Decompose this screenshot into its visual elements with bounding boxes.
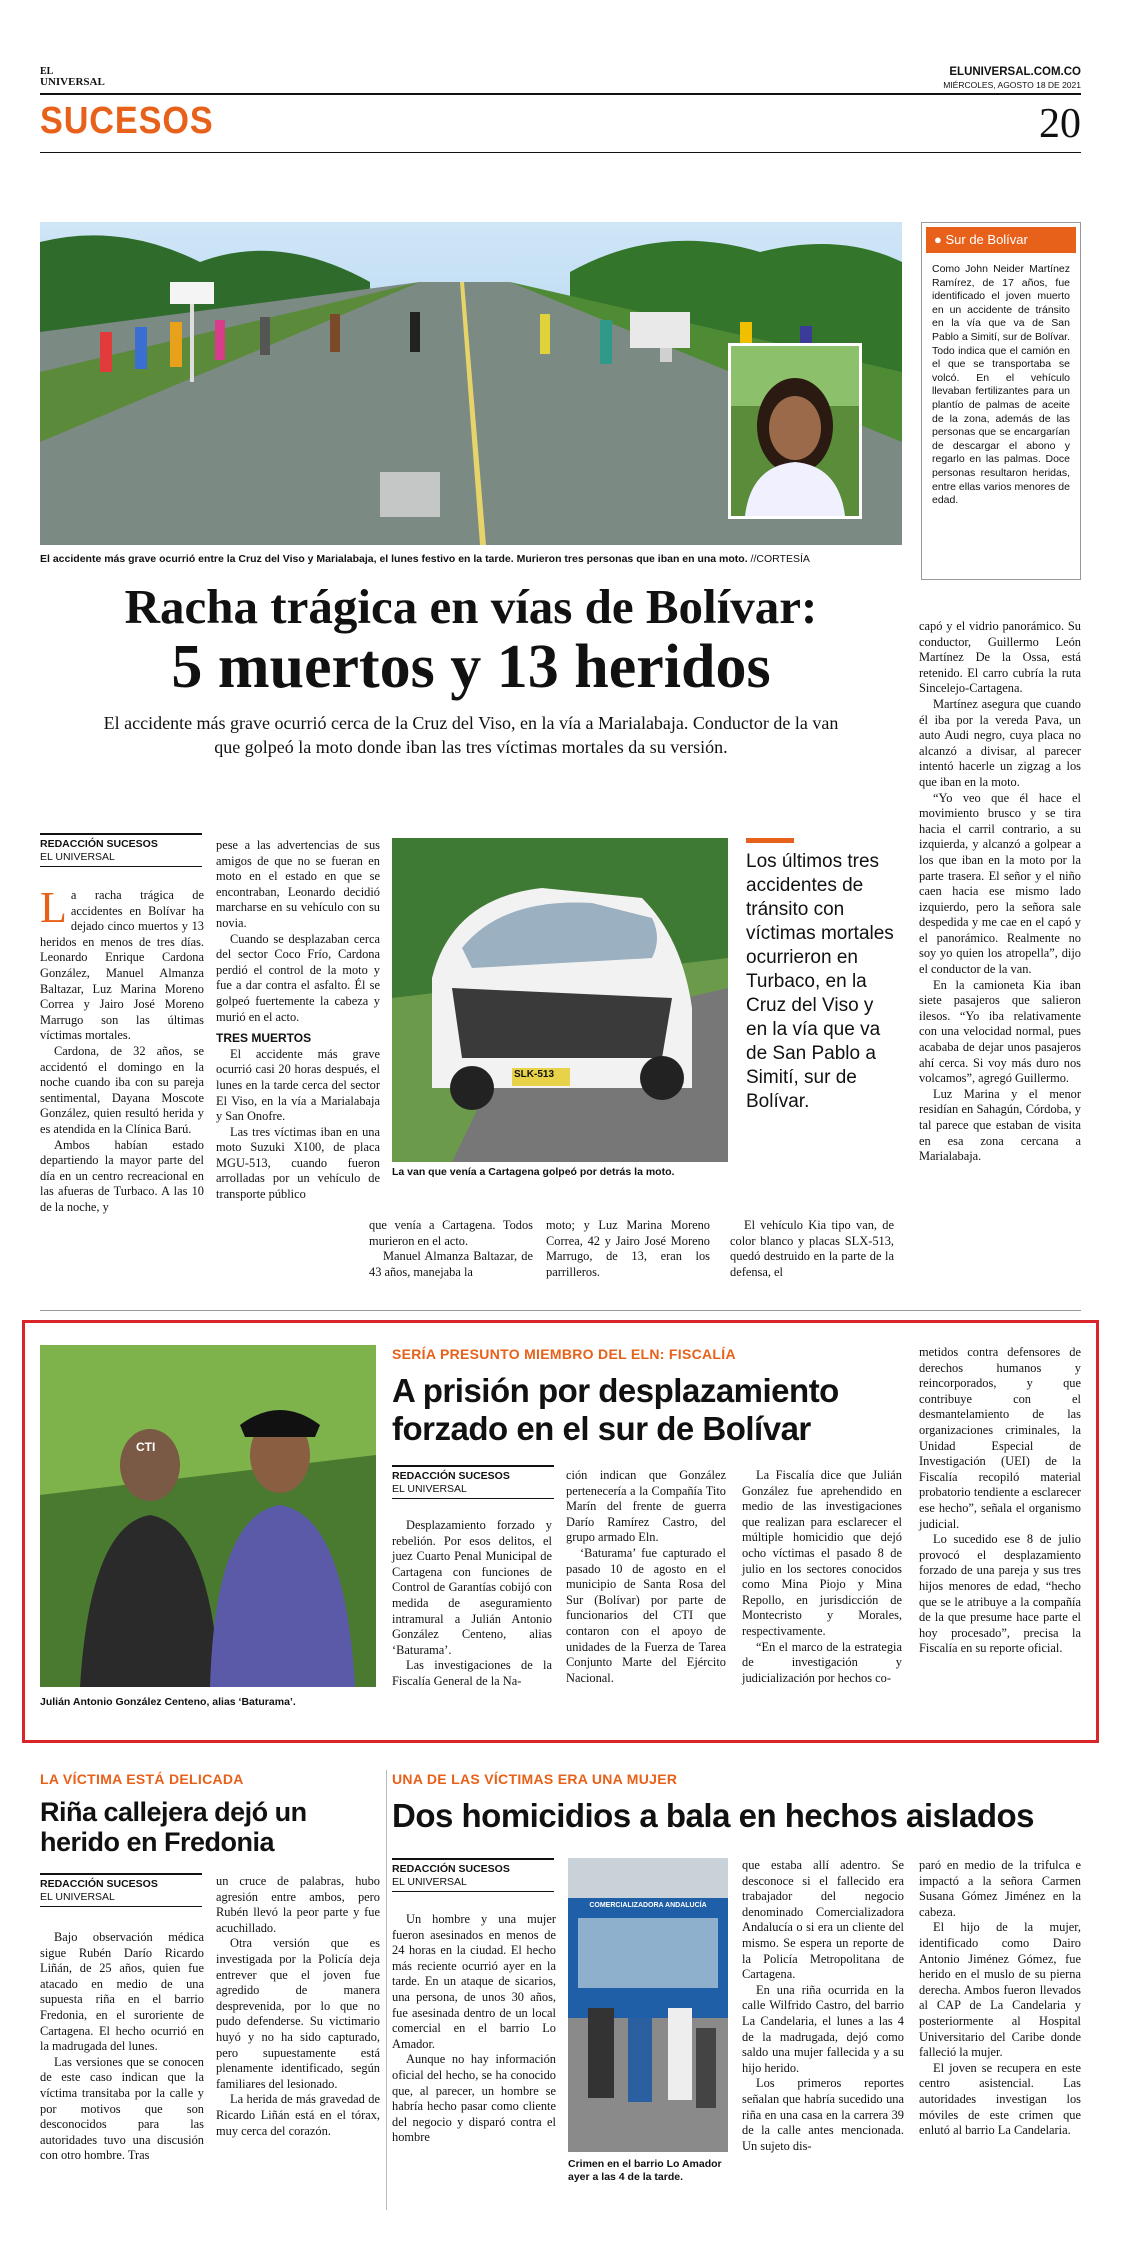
section-rule <box>40 152 1081 153</box>
dot-icon: ● <box>934 232 942 247</box>
van-photo-caption: La van que venía a Cartagena golpeó por detrás la moto. <box>392 1166 675 1178</box>
lead-headline-2: 5 muertos y 13 heridos <box>171 633 771 701</box>
byline-author: REDACCIÓN SUCESOS <box>40 1878 158 1890</box>
lead-col3-p1: que venía a Cartagena. Todos murieron en el acto. <box>369 1218 533 1248</box>
page-number: 20 <box>1039 101 1081 147</box>
lead-column-3 <box>369 1218 533 1280</box>
sidebar-box <box>921 222 1081 580</box>
arrest-photo <box>40 1345 376 1687</box>
fredonia-col2-p3: La herida de más gravedad de Ricardo Liñán está en el tórax, muy cerca del corazón. <box>216 2092 380 2138</box>
section-divider <box>40 1310 1081 1311</box>
subhead-tres-muertos: TRES MUERTOS <box>216 1031 312 1046</box>
homicidios-col4-p1: paró en medio de la trifulca e impactó a la señora Carmen Susana Gómez Jiménez en la cabeza. <box>919 1858 1081 1919</box>
lead-headline-1: Racha trágica en vías de Bolívar: <box>124 579 818 634</box>
arrest-image <box>40 1345 376 1687</box>
fredonia-col1-p2: Las versiones que se conocen de este caso indican que la víctima transitaba por la calle y por motivos que son desconocidos para las autoridades tuvo una discusión con otro hombre. Tras <box>40 2054 204 2163</box>
lead-col2-p3: El accidente más grave ocurrió casi 20 horas después, el lunes en la tarde cerca del sector El Viso, en la vía a Marialabaja y San Onofre. <box>216 1046 380 1124</box>
byline-author: REDACCIÓN SUCESOS <box>392 1863 510 1875</box>
fredonia-headline-line-1: Riña callejera dejó un <box>40 1797 307 1827</box>
pullquote-rule <box>746 838 794 843</box>
masthead <box>40 66 1081 96</box>
byline-outlet: EL UNIVERSAL <box>40 1891 115 1903</box>
crime-photo-caption: Crimen en el barrio Lo Amador ayer a las 4 de la tarde. <box>568 2158 722 2183</box>
eln-col3-p1: La Fiscalía dice que Julián González fue aprehendido en medio de las investigaciones que realizan para esclarecer el múltiple homicidio que dejó ocho víctimas el pasado 8 de julio en los sectores conocidos como Mina Piojo y Mina Repollo, en jurisdicción de Montecristo y Morales, respectivamente. <box>742 1468 902 1638</box>
homicidios-column-4 <box>919 1858 1081 2139</box>
masthead-rule <box>40 93 1081 95</box>
eln-headline-line-1: A prisión por desplazamiento <box>392 1372 839 1409</box>
homicidios-col3-p1: que estaba allí adentro. Se desconoce si el fallecido era trabajador del negocio denominado Comercializadora Andalucía o si era un cliente del mismo. Se espera un reporte de la Policía Metropolitana de Cartagena. <box>742 1858 904 1982</box>
victim-portrait-photo <box>728 343 862 519</box>
fredonia-col2-p2: Otra versión que es investigada por la Policía deja entrever que el joven fue agredido de manera desprevenida, por lo que no pudo defenderse. Su victimario huyó y no ha sido capturado, pero supuestamente está plenamente identificado, según familiares del lesionado. <box>216 1936 380 2091</box>
eln-col3-p2: “En el marco de la estrategia de investigación y judicialización por hechos co- <box>742 1639 902 1685</box>
lead-col6-p3: “Yo veo que él hace el movimiento brusco y se tira hacia el carril contrario, a su izquierda, y alcanzó a golpear a los que iban en la moto por la parte trasera. El señor y el niño caen hacia ese mismo lado izquierdo, pero la señora sale despedida y me cae en el capó y el panorámico. Realmente no soy yo quien los atropella”, dijo el conductor de la van. <box>919 790 1081 977</box>
eln-column-3 <box>742 1468 902 1686</box>
lead-col6-p1: capó y el vidrio panorámico. Su conductor, Guillermo León Martínez De la Ossa, está retenido. El carro cubría la ruta Sincelejo-Cartagena. <box>919 619 1081 696</box>
eln-col2-p2: ‘Baturama’ fue capturado el pasado 10 de agosto en el municipio de Santa Rosa del Sur (Bolívar) por parte de funcionarios del CTI que contaron con el apoyo de unidades de la Fuerza de Tarea Conjunto Marte del Ejército Nacional. <box>566 1545 726 1685</box>
lead-col1-p1: a racha trágica de accidentes en Bolívar ha dejado cinco muertos y 13 heridos en menos de tres días. Leonardo Enrique Cardona González, Manuel Almanza Baltazar, Luz Marina Moreno Correa y Jairo José Moreno Marrugo son las últimas víctimas mortales. <box>40 888 204 1043</box>
homicidios-col3-p2: En una riña ocurrida en la calle Wilfrido Castro, del barrio La Candelaria, el lunes a las 4 de la madrugada, dejó como saldo una mujer fallecida y a su hijo herido. <box>742 1982 904 2075</box>
byline-outlet: EL UNIVERSAL <box>40 851 115 863</box>
eln-column-4 <box>919 1345 1081 1657</box>
lead-col2-p4: Las tres víctimas iban en una moto Suzuki X100, de placa MGU-513, cuando fueron arrolladas por un vehículo de transporte público <box>216 1124 380 1202</box>
eln-byline <box>392 1465 554 1499</box>
eln-column-2 <box>566 1468 726 1686</box>
eln-headline <box>392 1372 892 1448</box>
lead-column-4 <box>546 1218 710 1280</box>
lead-col1-p3: Ambos habían estado departiendo la mayor parte del día en un centro recreacional en las afueras de Turbaco. A las 10 de la noche, y <box>40 1137 204 1214</box>
homicidios-col1-p1: Un hombre y una mujer fueron asesinados en menos de 24 horas en la ciudad. El hecho más reciente ocurrió ayer en la tarde. En un ataque de sicarios, una persona, de unos 30 años, fue asesinada dentro de un local comercial en el barrio Lo Amador. <box>392 1912 556 2051</box>
fredonia-col2-p1: un cruce de palabras, hubo agresión entre ambos, pero Rubén llevó la peor parte y fue acuchillado. <box>216 1874 380 1935</box>
lead-col1-p2: Cardona, de 32 años, se accidentó el domingo en la noche cuando iba con su pareja sentimental, Dayana Moscote González, quien resultó herida y es atendida en la Clínica Barú. <box>40 1043 204 1136</box>
eln-col1-p1: Desplazamiento forzado y rebelión. Por esos delitos, el juez Cuarto Penal Municipal de Cartagena con funciones de Control de Garantías cobijó con medida de aseguramiento intramural a Julián Antonio González Centeno, alias ‘Baturama’. <box>392 1518 552 1657</box>
homicidios-headline: Dos homicidios a bala en hechos aislados <box>392 1797 1035 1834</box>
eln-column-1 <box>392 1518 552 1690</box>
cti-cap-text: CTI <box>136 1440 156 1454</box>
fredonia-kicker: LA VÍCTIMA ESTÁ DELICADA <box>40 1771 244 1787</box>
byline-author: REDACCIÓN SUCESOS <box>40 838 158 850</box>
byline-outlet: EL UNIVERSAL <box>392 1876 467 1888</box>
homicidios-column-3 <box>742 1858 904 2154</box>
fredonia-col1-p1: Bajo observación médica sigue Rubén Darío Ricardo Liñán, de 25 años, quien fue atacado en medio de una supuesta riña en el barrio Fredonia, en el suroriente de Cartagena. El hecho ocurrió en la madrugada del lunes. <box>40 1930 204 2054</box>
eln-col4-p2: Lo sucedido ese 8 de julio provocó el desplazamiento forzado de una pareja y sus tres hijos menores de edad, “hecho que se le atribuye a la compañía de la que presume hace parte el hoy procesado”, precisa la Fiscalía en su reporte oficial. <box>919 1532 1081 1656</box>
sidebar-tag-label: Sur de Bolívar <box>945 232 1028 247</box>
newspaper-logo <box>40 66 105 88</box>
lead-col4-p1: moto; y Luz Marina Moreno Correa, 42 y Jairo José Moreno Marrugo, de 13, eran los parrilleros. <box>546 1218 710 1279</box>
eln-kicker: SERÍA PRESUNTO MIEMBRO DEL ELN: FISCALÍA <box>392 1346 736 1362</box>
sidebar-text: Como John Neider Martínez Ramírez, de 17 años, fue identificado el joven muerto en un accidente de tránsito en la vía que va de San Pablo a Simití, sur de Bolívar. Todo indica que el camión en el que se transportaba se volcó. En el vehículo llevaban fertilizantes para un plantío de palmas de aceite de la zona, además de las personas que se encargarían de descargar el abono y regarlo en las palmas. Doce personas resultaron heridas, entre ellas varios menores de edad. <box>932 263 1070 507</box>
site-url: ELUNIVERSAL.COM.CO <box>949 66 1081 78</box>
crime-scene-photo <box>568 1858 728 2152</box>
lead-column-2 <box>216 838 380 1203</box>
lead-column-6 <box>919 619 1081 1165</box>
license-plate: SLK-513 <box>514 1069 555 1080</box>
eln-headline-line-2: forzado en el sur de Bolívar <box>392 1410 811 1447</box>
lead-col2-p1: pese a las advertencias de sus amigos de que no se fueran en moto en el estado en que se encontraban, Leonardo decidió marcharse en su vehículo con su novia. <box>216 838 380 930</box>
lead-col3-p2: Manuel Almanza Baltazar, de 43 años, manejaba la <box>369 1249 533 1279</box>
eln-col1-p2: Las investigaciones de la Fiscalía General de la Na- <box>392 1658 552 1688</box>
lead-photo-caption <box>40 553 902 566</box>
homicidios-byline <box>392 1858 554 1892</box>
section-title: SUCESOS <box>40 100 214 142</box>
lead-column-5 <box>730 1218 894 1280</box>
byline-outlet: EL UNIVERSAL <box>392 1483 467 1495</box>
dropcap: L <box>40 883 67 932</box>
photo-credit: //CORTESÍA <box>750 553 810 565</box>
lead-col5-p1: El vehículo Kia tipo van, de color blanco y placas SLX-513, quedó destruido en la parte de la defensa, el <box>730 1218 894 1279</box>
lead-col2-p2: Cuando se desplazaban cerca del sector Coco Frío, Cardona perdió el control de la moto y fue a dar contra el asfalto. Él se golpeó fuertemente la cabeza y murió en el acto. <box>216 931 380 1024</box>
homicidios-kicker: UNA DE LAS VÍCTIMAS ERA UNA MUJER <box>392 1771 678 1787</box>
lead-col6-p2: Martínez asegura que cuando él iba por la vereda Pava, un auto Audi negro, cuya placa no alcanzó a divisar, al parecer intentó hacerle un zigzag a los que iban en la moto. <box>919 696 1081 789</box>
damaged-van-image <box>392 838 728 1162</box>
homicidios-col3-p3: Los primeros reportes señalan que habría sucedido una riña en una casa en la carrera 39 de la calle antes mencionada. Un sujeto dis- <box>742 2076 904 2153</box>
sidebar-tag <box>926 227 1076 253</box>
lead-col6-p4: En la camioneta Kia iban siete pasajeros que salieron ilesos. “Yo iba relativamente con una velocidad normal, pues acababa de dejar unos pasajeros ahí cerca. Si voy más duro nos volcamos”, agregó Guillermo. <box>919 977 1081 1086</box>
homicidios-col4-p2: El hijo de la mujer, identificado como Dairo Antonio Jiménez Gómez, fue herido en el muslo de su pierna derecha. Ambos fueron llevados al CAP de La Candelaria y posteriormente al Hospital Universitario del Caribe donde falleció la mujer. <box>919 1920 1081 2060</box>
victim-portrait-image <box>731 346 859 516</box>
column-divider <box>386 1770 387 2210</box>
issue-date: MIÉRCOLES, AGOSTO 18 DE 2021 <box>943 80 1081 90</box>
logo-line-1: EL <box>40 66 54 77</box>
pullquote: Los últimos tres accidentes de tránsito con víctimas mortales ocurrieron en Turbaco, en la Cruz del Viso y en la vía que va de San Pablo a Simití, sur de Bolívar. <box>746 851 894 1112</box>
byline-author: REDACCIÓN SUCESOS <box>392 1470 510 1482</box>
fredonia-headline <box>40 1797 380 1857</box>
store-sign-text: COMERCIALIZADORA ANDALUCÍA <box>589 1902 707 1909</box>
lead-col6-p5: Luz Marina y el menor residían en Sahagún, Córdoba, y tal parece que estaban de visita en esa zona cercana a Marialabaja. <box>919 1086 1081 1164</box>
caption-text: El accidente más grave ocurrió entre la Cruz del Viso y Marialabaja, el lunes festivo en la tarde. Murieron tres personas que iban en una moto. <box>40 553 748 565</box>
fredonia-column-1 <box>40 1930 204 2164</box>
arrest-photo-caption: Julián Antonio González Centeno, alias ‘Baturama’. <box>40 1696 296 1708</box>
homicidios-column-1 <box>392 1912 556 2146</box>
lead-deck: El accidente más grave ocurrió cerca de la Cruz del Viso, en la vía a Marialabaja. Conductor de la van que golpeó la moto donde iban las tres víctimas mortales da su versión. <box>103 713 839 757</box>
logo-line-2: UNIVERSAL <box>40 76 105 88</box>
eln-col4-p1: metidos contra defensores de derechos humanos y reincorporados, y que contribuye con el desmantelamiento de las organizaciones criminales, la Unidad Especial de Investigación (UEI) de la Fiscalía recopiló material probatorio tendiente a esclarecer ese hecho”, señala el organismo judicial. <box>919 1345 1081 1531</box>
lead-byline <box>40 833 202 867</box>
eln-col2-p1: ción indican que González pertenecería a la Compañía Tito Marín del frente de guerra Darío Ramírez Castro, del grupo armado Eln. <box>566 1468 726 1545</box>
van-photo <box>392 838 728 1162</box>
homicidios-col4-p3: El joven se recupera en este centro asistencial. Las autoridades investigan los móviles de este crimen que enlutó al barrio La Candelaria. <box>919 2060 1081 2138</box>
fredonia-headline-line-2: herido en Fredonia <box>40 1827 275 1857</box>
lead-column-1 <box>40 883 204 1215</box>
fredonia-byline <box>40 1873 202 1907</box>
fredonia-column-2 <box>216 1874 380 2139</box>
homicidios-col1-p2: Aunque no hay información oficial del hecho, se ha conocido que, al parecer, un hombre se habría hecho pasar como cliente del negocio y disparó contra el hombre <box>392 2052 556 2145</box>
